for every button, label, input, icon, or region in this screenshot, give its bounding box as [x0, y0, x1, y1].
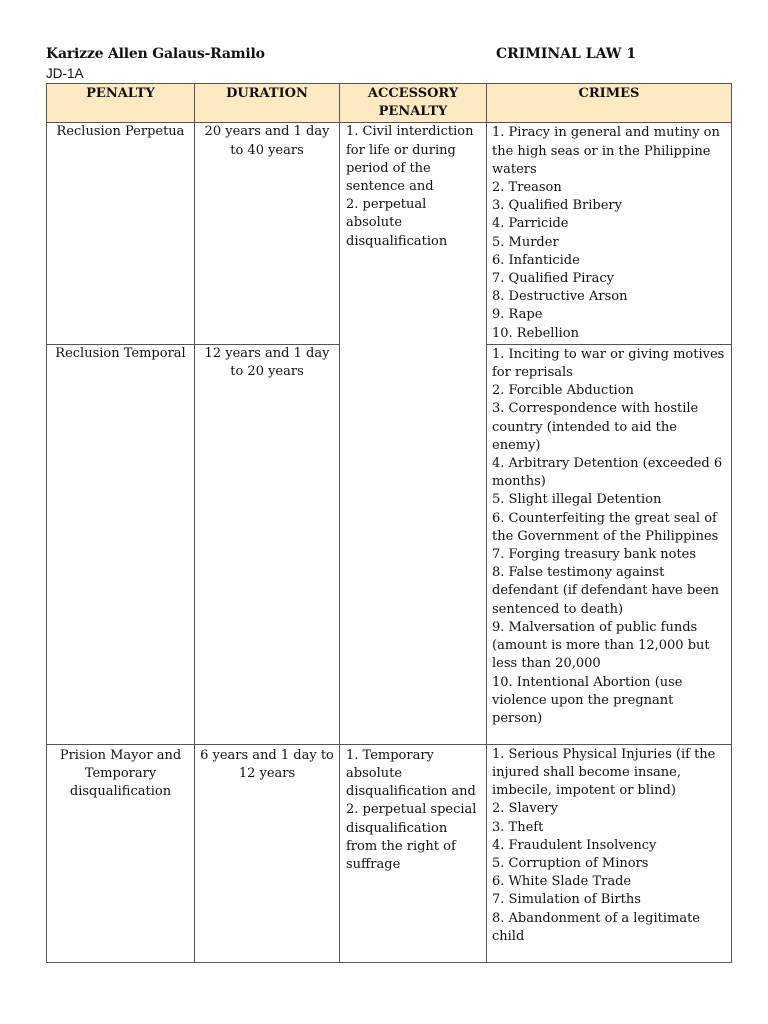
list-item: 4. Arbitrary Detention (exceeded 6 months): [492, 456, 723, 490]
list-item: 3. Theft: [492, 819, 544, 835]
section-label: JD-1A: [46, 66, 84, 81]
list-item: 6. White Slade Trade: [492, 874, 632, 890]
penalty-cell: Prision Mayor and Temporary disqualification: [47, 744, 195, 962]
list-item: 10. Intentional Abortion (use violence upon the pregnant person): [492, 674, 683, 726]
crimes-cell: [487, 744, 732, 962]
crimes-list: [492, 346, 727, 728]
list-item: 5. Corruption of Minors: [492, 856, 649, 872]
list-item: 9. Rape: [492, 307, 543, 323]
accessory-item: 1. Temporary absolute disqualification and: [346, 747, 476, 800]
duration-cell: 20 years and 1 day to 40 years: [195, 123, 340, 344]
list-item: 8. Destructive Arson: [492, 289, 628, 305]
accessory-item: 2. perpetual special disqualification from the right of suffrage: [346, 802, 477, 873]
crimes-cell: [487, 123, 732, 344]
accessory-item: 2. perpetual absolute disqualification: [346, 197, 448, 249]
list-item: 5. Murder: [492, 234, 559, 250]
table-row: [47, 123, 732, 344]
list-item: 4. Parricide: [492, 216, 569, 232]
accessory-item: 1. Civil interdiction for life or during period of the sentence and: [346, 124, 474, 195]
list-item: 6. Counterfeiting the great seal of the Government of the Philippines: [492, 510, 719, 544]
list-item: 5. Slight illegal Detention: [492, 492, 662, 508]
list-item: 1. Serious Physical Injuries (if the injured shall become insane, imbecile, impotent or blind): [492, 746, 716, 799]
column-header-duration: DURATION: [195, 84, 340, 123]
list-item: 3. Qualified Bribery: [492, 198, 622, 214]
list-item: 8. False testimony against defendant (if defendant have been sentenced to death): [492, 565, 719, 617]
penalty-cell: Reclusion Temporal: [47, 344, 195, 744]
list-item: 2. Treason: [492, 180, 562, 196]
list-item: 1. Inciting to war or giving motives for reprisals: [492, 346, 725, 381]
list-item: 7. Forging treasury bank notes: [492, 547, 697, 563]
column-header-accessory: ACCESSORY PENALTY: [340, 84, 487, 123]
accessory-cell: [340, 744, 487, 962]
list-item: 7. Simulation of Births: [492, 892, 641, 908]
list-item: 7. Qualified Piracy: [492, 271, 614, 287]
list-item: 3. Correspondence with hostile country (intended to aid the enemy): [492, 401, 699, 453]
list-item: 2. Slavery: [492, 801, 558, 817]
duration-cell: 6 years and 1 day to 12 years: [195, 744, 340, 962]
list-item: 6. Infanticide: [492, 252, 580, 268]
table-row: [47, 744, 732, 962]
list-item: 10. Rebellion: [492, 325, 579, 341]
list-item: 8. Abandonment of a legitimate child: [492, 910, 700, 944]
crimes-list: [492, 124, 727, 342]
list-item: 9. Malversation of public funds (amount is more than 12,000 but less than 20,000: [492, 619, 710, 672]
penalty-cell: Reclusion Perpetua: [47, 123, 195, 344]
crimes-cell: [487, 344, 732, 744]
shared-accessory-cell: [340, 123, 487, 744]
list-item: 1. Piracy in general and mutiny on the high seas or in the Philippine waters: [492, 125, 720, 177]
list-item: 4. Fraudulent Insolvency: [492, 837, 657, 853]
column-header-crimes: CRIMES: [487, 84, 732, 123]
penalty-table: [46, 83, 732, 963]
table-header-row: [47, 84, 732, 123]
list-item: 2. Forcible Abduction: [492, 383, 634, 399]
crimes-list: [492, 746, 727, 946]
column-header-penalty: PENALTY: [47, 84, 195, 123]
author-name: Karizze Allen Galaus-Ramilo: [46, 46, 265, 62]
duration-cell: 12 years and 1 day to 20 years: [195, 344, 340, 744]
course-title: CRIMINAL LAW 1: [496, 46, 637, 62]
